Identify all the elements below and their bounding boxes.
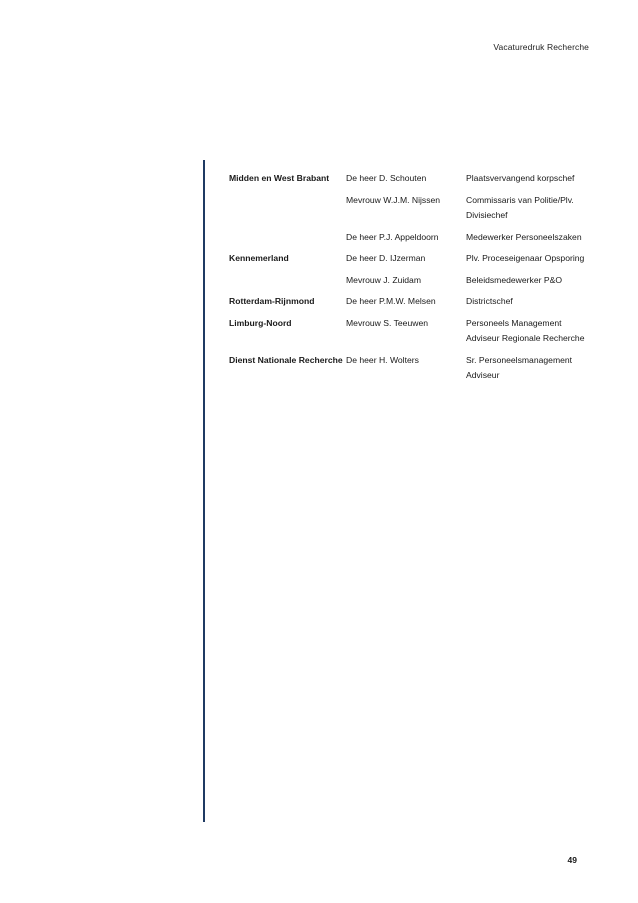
role-cell: Personeels Management Adviseur Regionale Recherche (466, 317, 585, 343)
table-row (229, 251, 591, 273)
margin-rule (203, 160, 205, 822)
table-row (229, 193, 591, 230)
role-cell: Districtschef (466, 296, 513, 306)
role-cell: Plaatsvervangend korpschef (466, 173, 575, 183)
name-cell: Mevrouw J. Zuidam (346, 274, 421, 285)
role-cell: Sr. Personeelsmanagement Adviseur (466, 354, 573, 380)
running-header: Vacaturedruk Recherche (493, 42, 589, 52)
name-cell: De heer P.M.W. Melsen (346, 296, 436, 306)
region-cell: Midden en West Brabant (229, 173, 330, 183)
table-row (229, 294, 591, 316)
table-row (229, 316, 591, 353)
role-cell: Commissaris van Politie/Plv. Divisiechef (466, 194, 574, 220)
region-cell (229, 273, 346, 295)
table-row (229, 353, 591, 390)
name-cell: De heer D. Schouten (346, 173, 427, 183)
role-cell: Plv. Proceseigenaar Opsporing (466, 253, 585, 263)
page-number: 49 (567, 855, 577, 865)
role-cell: Beleidsmedewerker P&O (466, 274, 563, 285)
contact-table (229, 171, 591, 390)
name-cell: De heer P.J. Appeldoorn (346, 231, 439, 242)
region-cell: Rotterdam-Rijnmond (229, 296, 315, 306)
region-cell (229, 193, 346, 230)
name-cell: Mevrouw S. Teeuwen (346, 317, 429, 328)
region-cell: Dienst Nationale Recherche (229, 354, 343, 365)
name-cell: De heer H. Wolters (346, 354, 419, 365)
role-cell: Medewerker Personeelszaken (466, 231, 582, 242)
region-cell (229, 230, 346, 252)
table-row (229, 171, 591, 193)
name-cell: De heer D. IJzerman (346, 253, 426, 263)
table-row (229, 273, 591, 295)
name-cell: Mevrouw W.J.M. Nijssen (346, 194, 441, 205)
region-cell: Limburg-Noord (229, 317, 292, 328)
region-cell: Kennemerland (229, 253, 289, 263)
table-row (229, 230, 591, 252)
